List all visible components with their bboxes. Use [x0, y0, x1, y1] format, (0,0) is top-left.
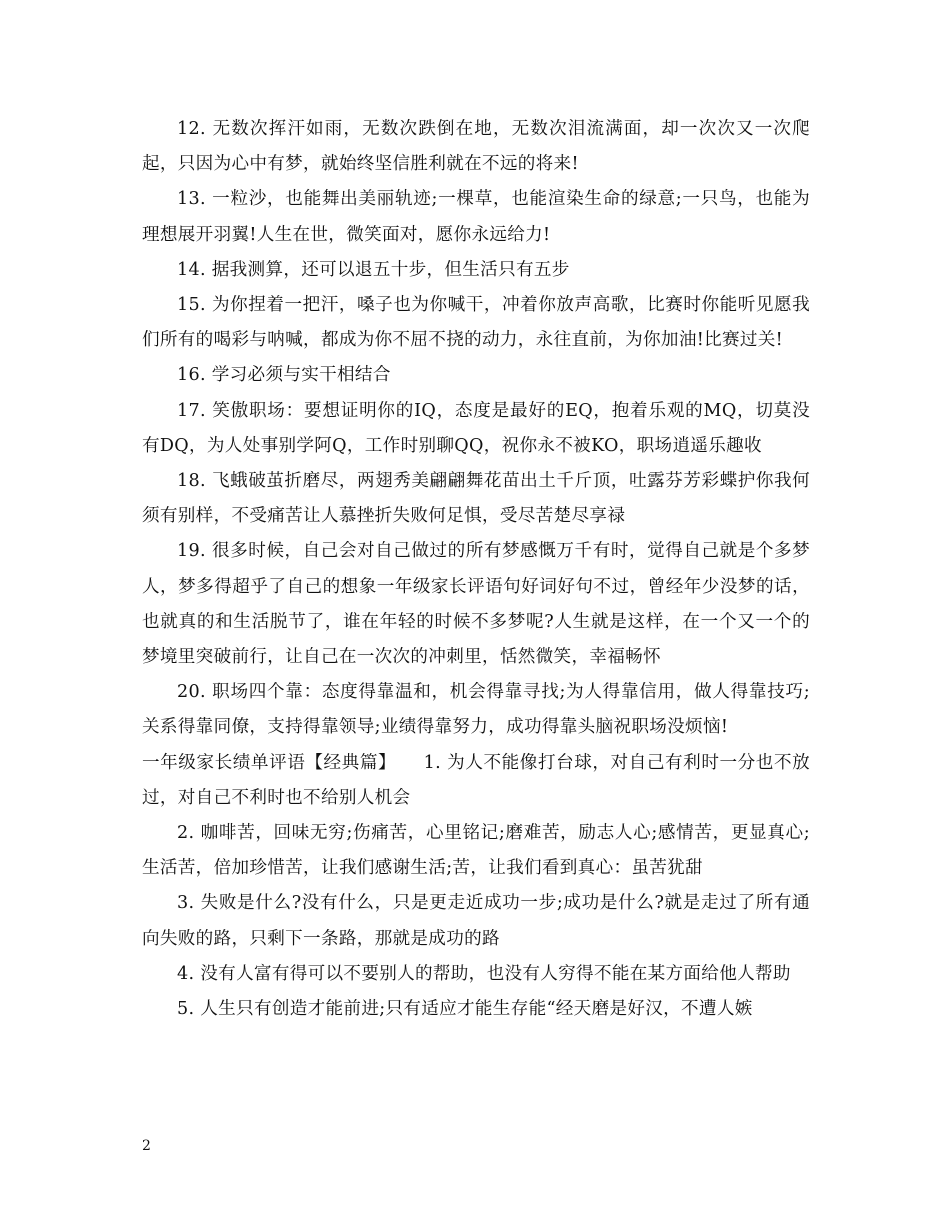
paragraph: 15. 为你捏着一把汗，嗓子也为你喊干，冲着你放声高歌，比赛时你能听见愿我们所有的喝彩与呐喊，都成为你不屈不挠的动力，永往直前，为你加油!比赛过关!	[142, 295, 810, 351]
paragraph: 20. 职场四个靠：态度得靠温和，机会得靠寻找;为人得靠信用，做人得靠技巧;关系得靠同僚，支持得靠领导;业绩得靠努力，成功得靠头脑祝职场没烦恼!	[142, 682, 810, 738]
paragraph: 14. 据我测算，还可以退五十步，但生活只有五步	[177, 259, 570, 280]
paragraph: 2. 咖啡苦，回味无穷;伤痛苦，心里铭记;磨难苦，励志人心;感情苦，更显真心;生活苦，倍加珍惜苦，让我们感谢生活;苦，让我们看到真心：虽苦犹甜	[142, 823, 810, 879]
paragraph: 16. 学习必须与实干相结合	[177, 365, 391, 386]
paragraph: 18. 飞蛾破茧折磨尽，两翅秀美翩翩舞花苗出土千斤顶，吐露芬芳彩蝶护你我何须有别样，不受痛苦让人慕挫折失败何足惧，受尽苦楚尽享禄	[142, 471, 810, 527]
paragraph: 3. 失败是什么?没有什么，只是更走近成功一步;成功是什么?就是走过了所有通向失败的路，只剩下一条路，那就是成功的路	[142, 893, 810, 949]
paragraph: 12. 无数次挥汗如雨，无数次跌倒在地，无数次泪流满面，却一次次又一次爬起，只因为心中有梦，就始终坚信胜利就在不远的将来!	[142, 119, 810, 175]
document-body	[142, 112, 810, 1027]
paragraph: 19. 很多时候，自己会对自己做过的所有梦感慨万千有时，觉得自己就是个多梦人，梦多得超乎了自己的想象一年级家长评语句好词好句不过，曾经年少没梦的话，也就真的和生活脱节了，谁在年轻的时候不多梦呢?人生就是这样，在一个又一个的梦境里突破前行，让自己在一次次的冲刺里，恬然微笑，幸福畅怀	[142, 541, 810, 668]
paragraph: 4. 没有人富有得可以不要别人的帮助，也没有人穷得不能在某方面给他人帮助	[177, 963, 791, 984]
page-number: 2	[142, 1138, 151, 1154]
paragraph: 5. 人生只有创造才能前进;只有适应才能生存能“经天磨是好汉，不遭人嫉	[177, 999, 753, 1020]
paragraph: 一年级家长绩单评语【经典篇】 1. 为人不能像打台球，对自己有利时一分也不放过，对自己不利时也不给别人机会	[142, 752, 810, 808]
paragraph: 17. 笑傲职场：要想证明你的IQ，态度是最好的EQ，抱着乐观的MQ，切莫没有DQ，为人处事别学阿Q，工作时别聊QQ，祝你永不被KO，职场逍遥乐趣收	[142, 400, 810, 456]
paragraph: 13. 一粒沙，也能舞出美丽轨迹;一棵草，也能渲染生命的绿意;一只鸟，也能为理想展开羽翼!人生在世，微笑面对，愿你永远给力!	[142, 189, 810, 245]
